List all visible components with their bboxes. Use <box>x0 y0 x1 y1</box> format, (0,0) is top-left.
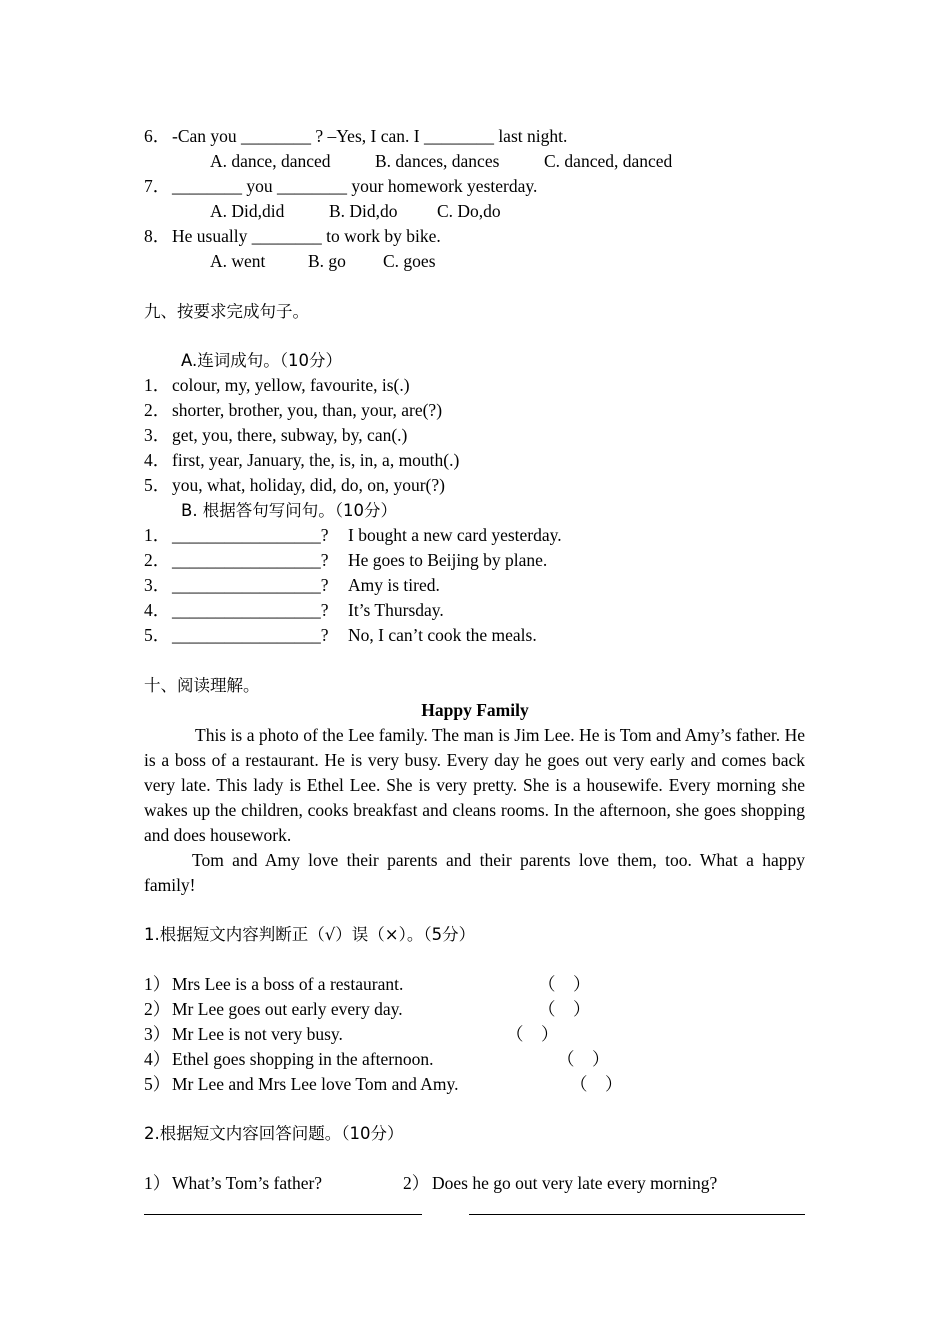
item-number: 5） <box>144 1074 171 1094</box>
statement: Mr Lee is not very busy. <box>172 1024 343 1044</box>
question-text: What’s Tom’s father? <box>172 1173 323 1193</box>
option-b: B. go <box>308 251 346 271</box>
question-text: Does he go out very late every morning? <box>432 1173 718 1193</box>
option-a: A. Did,did <box>210 201 285 221</box>
statement: Mr Lee goes out early every day. <box>172 999 403 1019</box>
question-heading: 2.根据短文内容回答问题。（10分） <box>144 1124 404 1143</box>
passage-title: Happy Family <box>421 700 529 720</box>
answer-sentence: No, I can’t cook the meals. <box>348 625 537 645</box>
item-number: 2． <box>144 400 171 420</box>
answer-sentence: Amy is tired. <box>348 575 440 595</box>
item-number: 2） <box>403 1173 430 1193</box>
item-number: 4） <box>144 1049 171 1069</box>
answer-blank: _________________? <box>172 525 329 545</box>
answer-bracket: （ ） <box>538 974 591 994</box>
option-c: C. danced, danced <box>544 151 673 171</box>
statement: Mrs Lee is a boss of a restaurant. <box>172 974 404 994</box>
item-number: 1） <box>144 974 171 994</box>
section-heading: 九、按要求完成句子。 <box>144 302 309 321</box>
item-number: 4． <box>144 450 171 470</box>
option-c: C. Do,do <box>437 201 501 221</box>
item-number: 5． <box>144 625 171 645</box>
item-number: 4． <box>144 600 171 620</box>
item-number: 1． <box>144 375 171 395</box>
answer-bracket: （ ） <box>570 1074 623 1094</box>
item-number: 5． <box>144 475 171 495</box>
question-text: ________ you ________ your homework yesterday. <box>172 176 538 196</box>
answer-bracket: （ ） <box>557 1049 610 1069</box>
answer-blank: _________________? <box>172 575 329 595</box>
answer-sentence: He goes to Beijing by plane. <box>348 550 548 570</box>
item-number: 3） <box>144 1024 171 1044</box>
option-a: A. went <box>210 251 266 271</box>
answer-line <box>144 1214 422 1215</box>
word-list: you, what, holiday, did, do, on, your(?) <box>172 475 445 495</box>
part-b-heading: B. 根据答句写问句。（10分） <box>181 501 398 520</box>
item-number: 2． <box>144 550 171 570</box>
question-number: 6． <box>144 126 171 146</box>
passage-paragraph: Tom and Amy love their parents and their parents love them, too. What a happy family! <box>144 850 805 895</box>
word-list: get, you, there, subway, by, can(.) <box>172 425 408 445</box>
question-number: 7． <box>144 176 171 196</box>
answer-bracket: （ ） <box>538 999 591 1019</box>
option-a: A. dance, danced <box>210 151 331 171</box>
item-number: 2） <box>144 999 171 1019</box>
answer-sentence: It’s Thursday. <box>348 600 444 620</box>
item-number: 3． <box>144 575 171 595</box>
item-number: 1． <box>144 525 171 545</box>
answer-bracket: （ ） <box>506 1024 559 1044</box>
question-text: He usually ________ to work by bike. <box>172 226 441 246</box>
answer-blank: _________________? <box>172 600 329 620</box>
option-c: C. goes <box>383 251 436 271</box>
question-heading: 1.根据短文内容判断正（√）误（×）。（5分） <box>144 925 476 944</box>
answer-blank: _________________? <box>172 625 329 645</box>
item-number: 3． <box>144 425 171 445</box>
option-b: B. Did,do <box>329 201 398 221</box>
answer-line <box>469 1214 805 1215</box>
question-text: -Can you ________ ? –Yes, I can. I ________ last night. <box>172 126 568 146</box>
statement: Ethel goes shopping in the afternoon. <box>172 1049 434 1069</box>
answer-blank: _________________? <box>172 550 329 570</box>
word-list: shorter, brother, you, than, your, are(?) <box>172 400 443 420</box>
question-number: 8． <box>144 226 171 246</box>
part-a-heading: A.连词成句。（10分） <box>181 351 342 370</box>
word-list: colour, my, yellow, favourite, is(.) <box>172 375 410 395</box>
section-heading: 十、阅读理解。 <box>144 676 260 695</box>
answer-sentence: I bought a new card yesterday. <box>348 525 562 545</box>
passage-paragraph: This is a photo of the Lee family. The man is Jim Lee. He is Tom and Amy’s father. He is a boss of a restaurant. He is very busy. Every day he goes out very early and comes back very late. This lady is Ethel Lee. She is very pretty. She is a housewife. Every morning she wakes up the children, cooks breakfast and cleans rooms. In the afternoon, she goes shopping and does housework. <box>144 725 805 845</box>
item-number: 1） <box>144 1173 171 1193</box>
option-b: B. dances, dances <box>375 151 500 171</box>
statement: Mr Lee and Mrs Lee love Tom and Amy. <box>172 1074 459 1094</box>
word-list: first, year, January, the, is, in, a, mouth(.) <box>172 450 460 470</box>
